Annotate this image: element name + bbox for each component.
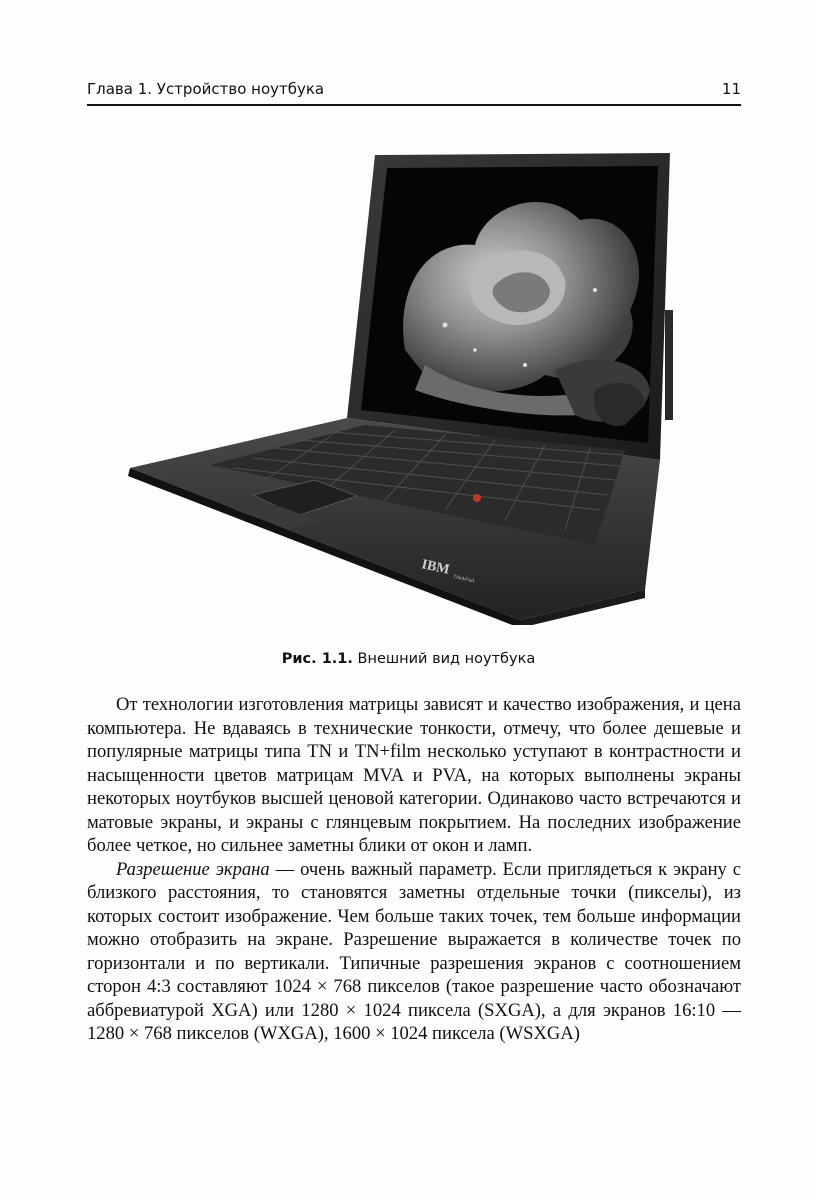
body-text	[87, 693, 741, 1046]
paragraph-text: — очень важный параметр. Если приглядеться к экрану с близкого расстояния, то становятся заметны отдельные точки (пикселы), из которых состоит изображение. Чем больше таких точек, тем больше информации можно отобразить на экране. Разрешение выражается в количестве точек по горизонтали и по вертикали. Типичные разрешения экранов с соотношением сторон 4:3 составляют 1024 × 768 пикселов (такое разрешение часто обозначают аббревиатурой XGA) или 1280 × 1024 пиксела (SXGA), а для экранов 16:10 — 1280 × 768 пикселов (WXGA), 1600 × 1024 пиксела (WSXGA)	[87, 858, 741, 1044]
term-emphasis: Разрешение экрана	[116, 858, 270, 880]
page-number: 11	[721, 80, 741, 98]
paragraph	[87, 858, 741, 1046]
caption-text: Внешний вид ноутбука	[352, 651, 536, 667]
laptop-illustration	[125, 150, 695, 625]
paragraph: От технологии изготовления матрицы зависят и качество изображения, и цена компьютера. Не вдаваясь в технические тонкости, отмечу, что более дешевые и популярные матрицы типа TN и TN+film несколько уступают в контрастности и насыщенности цветов матрицам MVA и PVA, на которых выполнены экраны некоторых ноутбуков высшей ценовой категории. Одинаково часто встречаются и матовые экраны, и экраны с глянцевым покрытием. На последних изображение более четкое, но сильнее заметны блики от окон и ламп.	[87, 694, 741, 856]
laptop-base	[128, 418, 660, 625]
caption-label: Рис. 1.1.	[281, 651, 353, 667]
running-header	[87, 80, 741, 104]
trackpoint	[473, 494, 481, 502]
laptop-figure	[125, 150, 695, 625]
figure-caption	[0, 651, 817, 667]
ibm-logo: IBM	[420, 557, 451, 578]
thinkpad-logo: ThinkPad	[452, 574, 475, 585]
chapter-title: Глава 1. Устройство ноутбука	[87, 80, 325, 98]
header-rule	[87, 104, 741, 106]
